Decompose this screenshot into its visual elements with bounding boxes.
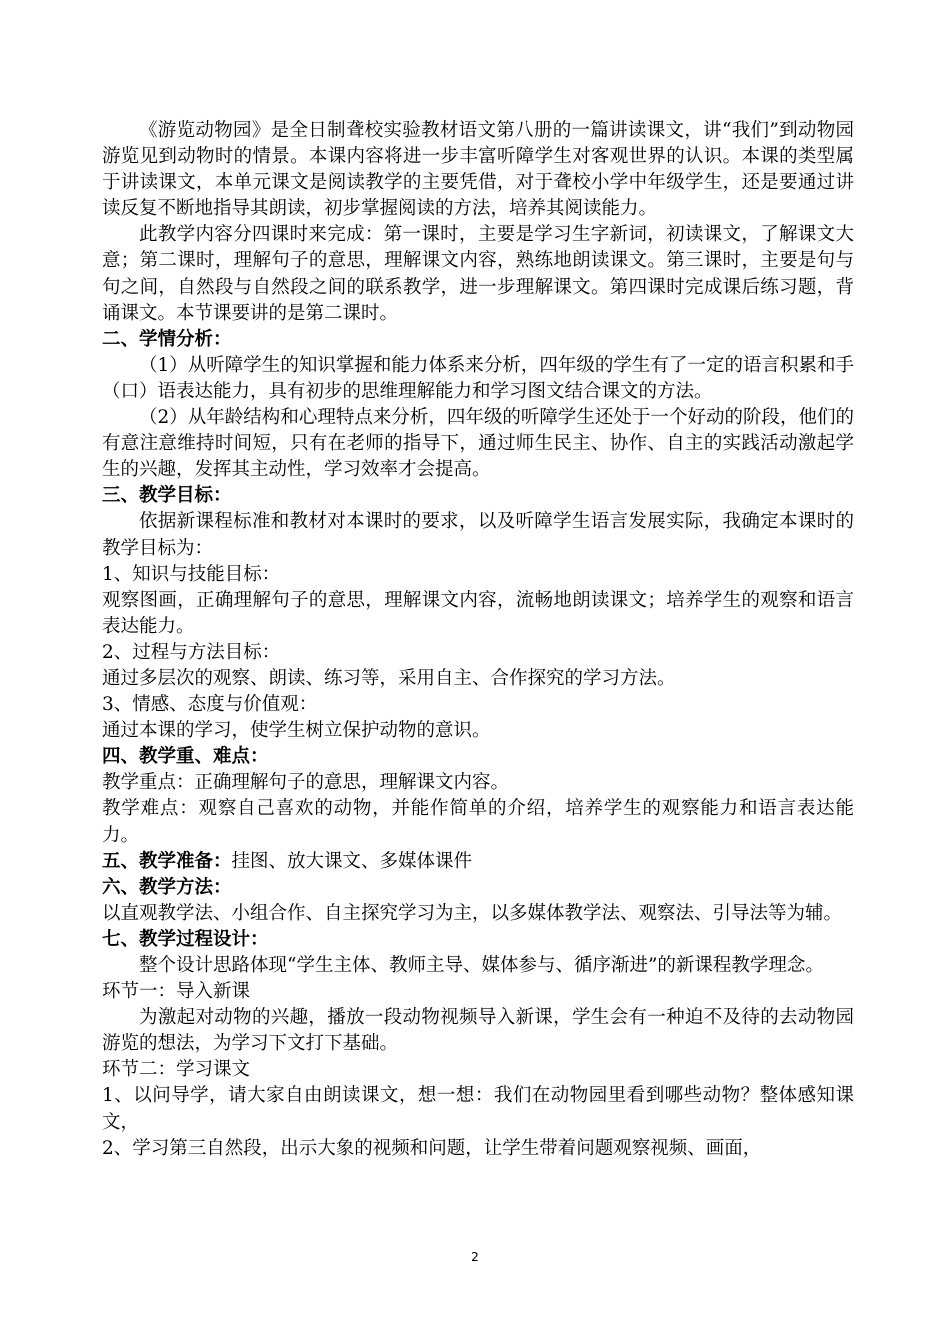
section-heading: 二、学情分析： <box>102 328 232 350</box>
paragraph: 此教学内容分四课时来完成：第一课时，主要是学习生字新词，初读课文，了解课文大意；第二课时，理解句子的意思，理解课文内容，熟练地朗读课文。第三课时，主要是句与句之间，自然段与自然段之间的联系教学，进一步理解课文。第四课时完成课后练习题，背诵课文。本节课要讲的是第二课时。 <box>102 224 854 324</box>
paragraph: （1）从听障学生的知识掌握和能力体系来分析，四年级的学生有了一定的语言积累和手（口）语表达能力，具有初步的思维理解能力和学习图文结合课文的方法。 <box>102 354 854 402</box>
section-heading: 六、教学方法： <box>102 876 232 898</box>
paragraph: 观察图画，正确理解句子的意思，理解课文内容，流畅地朗读课文；培养学生的观察和语言表达能力。 <box>102 589 854 637</box>
document-body <box>102 118 854 1162</box>
paragraph: 《游览动物园》是全日制聋校实验教材语文第八册的一篇讲读课文，讲“我们”到动物园游览见到动物时的情景。本课内容将进一步丰富听障学生对客观世界的认识。本课的类型属于讲读课文，本单元课文是阅读教学的主要凭借，对于聋校小学中年级学生，还是要通过讲读反复不断地指导其朗读，初步掌握阅读的方法，培养其阅读能力。 <box>102 120 854 220</box>
paragraph: 环节二：学习课文 <box>102 1059 251 1081</box>
paragraph: 2、过程与方法目标： <box>102 641 281 663</box>
paragraph: 3、情感、态度与价值观： <box>102 694 318 716</box>
paragraph: （2）从年龄结构和心理特点来分析，四年级的听障学生还处于一个好动的阶段，他们的有意注意维持时间短，只有在老师的指导下，通过师生民主、协作、自主的实践活动激起学生的兴趣，发挥其主动性，学习效率才会提高。 <box>102 407 854 481</box>
section-heading: 三、教学目标： <box>102 485 232 507</box>
paragraph: 1、以问导学，请大家自由朗读课文，想一想：我们在动物园里看到哪些动物？整体感知课文， <box>102 1085 854 1133</box>
paragraph: 教学重点：正确理解句子的意思，理解课文内容。 <box>102 772 510 794</box>
paragraph: 教学难点：观察自己喜欢的动物，并能作简单的介绍，培养学生的观察能力和语言表达能力。 <box>102 798 854 846</box>
section-heading-with-text <box>102 849 854 875</box>
paragraph: 为激起对动物的兴趣，播放一段动物视频导入新课，学生会有一种迫不及待的去动物园游览的想法，为学习下文打下基础。 <box>102 1007 854 1055</box>
page-number: 2 <box>471 1250 479 1264</box>
paragraph: 以直观教学法、小组合作、自主探究学习为主，以多媒体教学法、观察法、引导法等为辅。 <box>102 902 843 924</box>
section-heading: 四、教学重、难点： <box>102 746 269 768</box>
section-heading: 七、教学过程设计： <box>102 928 269 950</box>
paragraph: 1、知识与技能目标： <box>102 563 281 585</box>
section-heading: 五、教学准备： <box>102 850 232 872</box>
paragraph: 2、学习第三自然段，出示大象的视频和问题，让学生带着问题观察视频、画面， <box>102 1137 762 1159</box>
paragraph: 依据新课程标准和教材对本课时的要求，以及听障学生语言发展实际，我确定本课时的教学目标为： <box>102 511 854 559</box>
paragraph: 整个设计思路体现“学生主体、教师主导、媒体参与、循序渐进”的新课程教学理念。 <box>139 955 824 976</box>
paragraph: 通过多层次的观察、朗读、练习等，采用自主、合作探究的学习方法。 <box>102 667 676 689</box>
section-heading-text: 挂图、放大课文、多媒体课件 <box>231 850 473 872</box>
paragraph: 环节一：导入新课 <box>102 981 251 1003</box>
paragraph: 通过本课的学习，使学生树立保护动物的意识。 <box>102 720 491 742</box>
